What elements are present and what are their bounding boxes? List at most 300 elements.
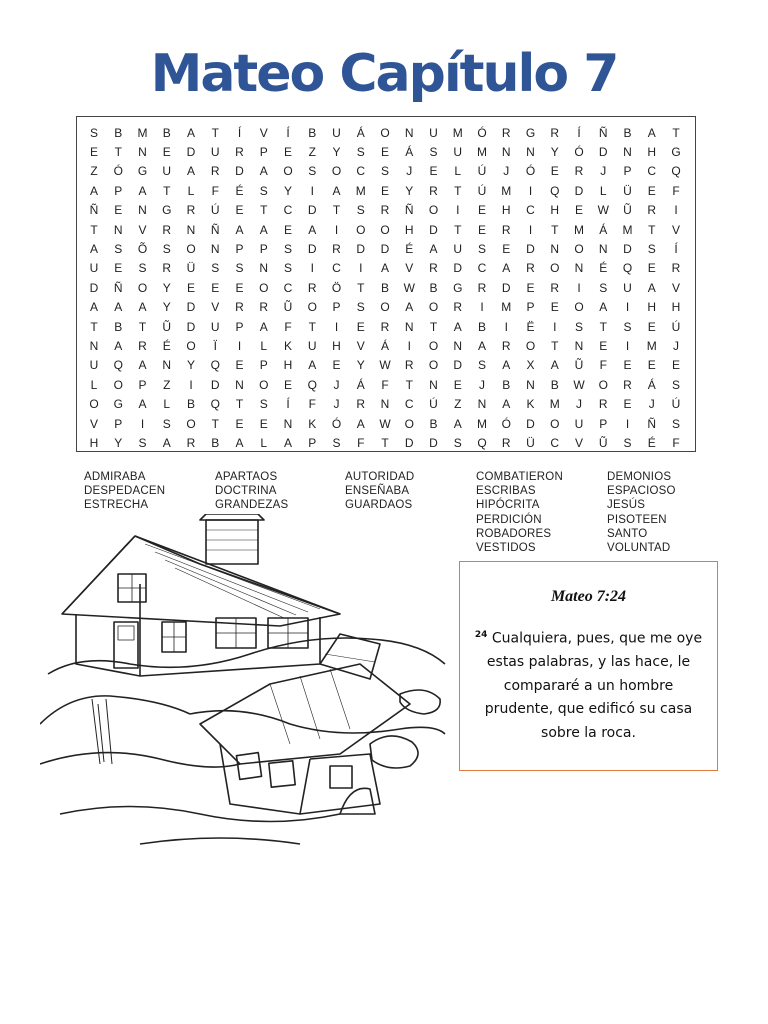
- grid-letter[interactable]: T: [599, 319, 607, 334]
- grid-letter[interactable]: P: [259, 358, 268, 373]
- grid-letter[interactable]: N: [574, 338, 584, 353]
- grid-letter[interactable]: O: [186, 338, 196, 353]
- grid-letter[interactable]: O: [186, 242, 196, 257]
- grid-letter[interactable]: O: [380, 125, 390, 140]
- grid-letter[interactable]: O: [550, 261, 560, 276]
- grid-letter[interactable]: N: [235, 377, 244, 392]
- grid-letter[interactable]: Ñ: [210, 222, 220, 237]
- grid-letter[interactable]: R: [235, 300, 244, 315]
- grid-letter[interactable]: O: [404, 416, 414, 431]
- grid-letter[interactable]: Ó: [113, 164, 123, 179]
- grid-letter[interactable]: C: [332, 261, 341, 276]
- grid-letter[interactable]: B: [623, 125, 632, 140]
- grid-letter[interactable]: S: [380, 164, 389, 179]
- grid-letter[interactable]: E: [89, 145, 98, 160]
- grid-letter[interactable]: R: [598, 397, 608, 412]
- grid-letter[interactable]: R: [162, 261, 172, 276]
- grid-letter[interactable]: K: [308, 416, 317, 431]
- grid-letter[interactable]: S: [259, 397, 268, 412]
- grid-letter[interactable]: S: [235, 261, 244, 276]
- grid-letter[interactable]: S: [356, 145, 365, 160]
- grid-letter[interactable]: C: [477, 261, 487, 276]
- grid-letter[interactable]: J: [576, 397, 582, 412]
- grid-letter[interactable]: O: [428, 300, 439, 315]
- grid-letter[interactable]: A: [502, 397, 511, 412]
- grid-letter[interactable]: C: [283, 203, 293, 218]
- grid-letter[interactable]: N: [623, 145, 632, 160]
- grid-letter[interactable]: E: [186, 280, 195, 295]
- grid-letter[interactable]: E: [623, 397, 632, 412]
- grid-letter[interactable]: N: [550, 242, 560, 257]
- grid-letter[interactable]: M: [549, 397, 560, 412]
- grid-letter[interactable]: G: [671, 145, 681, 160]
- grid-letter[interactable]: E: [623, 358, 632, 373]
- grid-letter[interactable]: I: [237, 338, 242, 353]
- grid-letter[interactable]: C: [356, 164, 366, 179]
- grid-letter[interactable]: P: [259, 242, 268, 257]
- grid-letter[interactable]: A: [259, 222, 268, 237]
- grid-letter[interactable]: G: [137, 164, 148, 179]
- grid-letter[interactable]: E: [429, 164, 438, 179]
- grid-letter[interactable]: P: [332, 300, 341, 315]
- grid-letter[interactable]: D: [574, 183, 584, 198]
- grid-letter[interactable]: D: [89, 280, 99, 295]
- grid-letter[interactable]: A: [332, 183, 341, 198]
- grid-letter[interactable]: S: [453, 435, 462, 450]
- grid-letter[interactable]: N: [477, 397, 487, 412]
- grid-letter[interactable]: R: [501, 125, 511, 140]
- grid-letter[interactable]: A: [453, 319, 462, 334]
- grid-letter[interactable]: P: [235, 319, 244, 334]
- grid-letter[interactable]: R: [162, 222, 172, 237]
- grid-letter[interactable]: É: [162, 338, 171, 353]
- grid-letter[interactable]: A: [138, 300, 147, 315]
- grid-letter[interactable]: B: [211, 435, 220, 450]
- grid-letter[interactable]: A: [89, 300, 98, 315]
- grid-letter[interactable]: Y: [405, 183, 414, 198]
- grid-letter[interactable]: N: [598, 242, 608, 257]
- grid-letter[interactable]: R: [429, 183, 438, 198]
- grid-letter[interactable]: M: [477, 145, 487, 160]
- grid-letter[interactable]: Q: [307, 377, 317, 392]
- grid-letter[interactable]: T: [357, 280, 365, 295]
- grid-letter[interactable]: E: [114, 203, 123, 218]
- grid-letter[interactable]: E: [283, 222, 292, 237]
- grid-letter[interactable]: P: [114, 183, 123, 198]
- grid-letter[interactable]: R: [623, 377, 632, 392]
- grid-letter[interactable]: O: [525, 338, 536, 353]
- grid-letter[interactable]: C: [647, 164, 657, 179]
- grid-letter[interactable]: R: [453, 300, 463, 315]
- grid-letter[interactable]: K: [283, 338, 292, 353]
- grid-letter[interactable]: W: [379, 358, 391, 373]
- grid-letter[interactable]: A: [186, 164, 195, 179]
- grid-letter[interactable]: N: [404, 319, 414, 334]
- grid-letter[interactable]: M: [477, 416, 487, 431]
- grid-letter[interactable]: B: [550, 377, 559, 392]
- grid-letter[interactable]: Ö: [331, 280, 342, 295]
- grid-letter[interactable]: N: [453, 338, 463, 353]
- grid-letter[interactable]: H: [647, 145, 657, 160]
- grid-letter[interactable]: A: [477, 338, 486, 353]
- grid-letter[interactable]: I: [553, 319, 557, 334]
- grid-letter[interactable]: D: [307, 203, 317, 218]
- grid-letter[interactable]: Q: [210, 397, 220, 412]
- grid-letter[interactable]: E: [574, 203, 583, 218]
- grid-letter[interactable]: V: [259, 125, 268, 140]
- grid-letter[interactable]: Ũ: [623, 203, 632, 218]
- grid-letter[interactable]: S: [114, 242, 123, 257]
- grid-letter[interactable]: Í: [286, 397, 290, 412]
- grid-letter[interactable]: V: [211, 300, 220, 315]
- grid-letter[interactable]: T: [429, 319, 438, 334]
- grid-letter[interactable]: Í: [674, 242, 678, 257]
- grid-letter[interactable]: E: [235, 280, 244, 295]
- grid-letter[interactable]: J: [479, 377, 485, 392]
- grid-letter[interactable]: N: [526, 145, 535, 160]
- grid-letter[interactable]: S: [138, 261, 147, 276]
- grid-letter[interactable]: B: [429, 280, 438, 295]
- grid-letter[interactable]: O: [380, 222, 390, 237]
- grid-letter[interactable]: J: [648, 397, 655, 412]
- grid-letter[interactable]: A: [502, 261, 511, 276]
- grid-letter[interactable]: A: [235, 435, 244, 450]
- grid-letter[interactable]: Y: [186, 358, 195, 373]
- grid-letter[interactable]: R: [138, 338, 147, 353]
- grid-letter[interactable]: V: [671, 280, 680, 295]
- grid-letter[interactable]: A: [114, 338, 123, 353]
- grid-letter[interactable]: Y: [550, 145, 559, 160]
- grid-letter[interactable]: R: [526, 261, 535, 276]
- grid-letter[interactable]: R: [210, 164, 220, 179]
- grid-letter[interactable]: R: [501, 222, 511, 237]
- grid-letter[interactable]: S: [477, 358, 486, 373]
- grid-letter[interactable]: O: [259, 280, 269, 295]
- grid-letter[interactable]: M: [452, 125, 463, 140]
- grid-letter[interactable]: J: [333, 377, 340, 392]
- grid-letter[interactable]: N: [138, 203, 147, 218]
- grid-letter[interactable]: R: [501, 338, 511, 353]
- grid-letter[interactable]: P: [235, 242, 244, 257]
- grid-letter[interactable]: E: [380, 145, 389, 160]
- grid-letter[interactable]: J: [673, 338, 679, 353]
- grid-letter[interactable]: D: [210, 377, 220, 392]
- grid-letter[interactable]: N: [380, 397, 390, 412]
- grid-letter[interactable]: O: [428, 203, 439, 218]
- grid-letter[interactable]: Ó: [331, 416, 342, 431]
- grid-letter[interactable]: R: [477, 280, 487, 295]
- grid-letter[interactable]: A: [235, 222, 244, 237]
- grid-letter[interactable]: E: [647, 358, 656, 373]
- grid-letter[interactable]: J: [600, 164, 607, 179]
- grid-letter[interactable]: Ñ: [89, 203, 99, 218]
- grid-letter[interactable]: A: [429, 242, 438, 257]
- grid-letter[interactable]: Y: [162, 300, 171, 315]
- grid-letter[interactable]: Z: [308, 145, 316, 160]
- grid-letter[interactable]: R: [186, 203, 196, 218]
- grid-letter[interactable]: R: [186, 435, 196, 450]
- grid-letter[interactable]: B: [477, 319, 486, 334]
- grid-letter[interactable]: D: [526, 242, 535, 257]
- grid-letter[interactable]: T: [260, 203, 268, 218]
- grid-letter[interactable]: I: [674, 203, 678, 218]
- grid-letter[interactable]: S: [671, 377, 680, 392]
- grid-letter[interactable]: S: [162, 242, 171, 257]
- grid-letter[interactable]: R: [259, 300, 269, 315]
- grid-letter[interactable]: C: [550, 435, 560, 450]
- grid-letter[interactable]: S: [259, 183, 268, 198]
- grid-letter[interactable]: S: [308, 164, 317, 179]
- grid-letter[interactable]: S: [138, 435, 147, 450]
- grid-letter[interactable]: O: [574, 242, 584, 257]
- grid-letter[interactable]: Á: [599, 222, 608, 237]
- grid-letter[interactable]: U: [162, 164, 172, 179]
- grid-letter[interactable]: F: [599, 358, 607, 373]
- grid-letter[interactable]: Õ: [137, 242, 148, 257]
- grid-letter[interactable]: W: [597, 203, 609, 218]
- grid-letter[interactable]: T: [672, 125, 680, 140]
- grid-letter[interactable]: T: [138, 319, 147, 334]
- grid-letter[interactable]: T: [454, 183, 462, 198]
- grid-letter[interactable]: A: [356, 416, 365, 431]
- grid-letter[interactable]: P: [138, 377, 147, 392]
- grid-letter[interactable]: S: [89, 125, 98, 140]
- grid-letter[interactable]: Q: [550, 183, 560, 198]
- grid-letter[interactable]: S: [599, 280, 608, 295]
- grid-letter[interactable]: E: [526, 280, 535, 295]
- grid-letter[interactable]: A: [138, 358, 147, 373]
- grid-letter[interactable]: E: [356, 319, 365, 334]
- grid-letter[interactable]: I: [577, 280, 581, 295]
- grid-letter[interactable]: F: [672, 183, 680, 198]
- grid-letter[interactable]: Ó: [574, 145, 584, 160]
- grid-letter[interactable]: E: [647, 319, 656, 334]
- grid-letter[interactable]: Y: [356, 358, 365, 373]
- grid-letter[interactable]: Ü: [526, 435, 535, 450]
- grid-letter[interactable]: Ũ: [283, 300, 293, 315]
- grid-letter[interactable]: I: [310, 183, 314, 198]
- grid-letter[interactable]: V: [671, 222, 680, 237]
- grid-letter[interactable]: Ñ: [598, 125, 608, 140]
- grid-letter[interactable]: H: [647, 300, 657, 315]
- grid-letter[interactable]: D: [526, 416, 535, 431]
- grid-letter[interactable]: I: [625, 416, 630, 431]
- grid-letter[interactable]: A: [453, 416, 462, 431]
- grid-letter[interactable]: U: [210, 319, 220, 334]
- grid-letter[interactable]: Ó: [477, 125, 487, 140]
- grid-letter[interactable]: S: [211, 261, 220, 276]
- grid-letter[interactable]: O: [307, 300, 317, 315]
- grid-letter[interactable]: N: [138, 145, 147, 160]
- grid-letter[interactable]: A: [89, 242, 98, 257]
- grid-letter[interactable]: Z: [454, 397, 462, 412]
- grid-letter[interactable]: N: [186, 222, 196, 237]
- grid-letter[interactable]: Ñ: [647, 416, 657, 431]
- grid-letter[interactable]: O: [428, 358, 439, 373]
- grid-letter[interactable]: É: [235, 183, 244, 198]
- grid-letter[interactable]: R: [647, 203, 657, 218]
- grid-letter[interactable]: H: [501, 203, 511, 218]
- grid-letter[interactable]: T: [332, 203, 341, 218]
- grid-letter[interactable]: T: [90, 319, 98, 334]
- grid-letter[interactable]: E: [599, 338, 608, 353]
- grid-letter[interactable]: Ï: [213, 338, 217, 353]
- grid-letter[interactable]: D: [453, 358, 463, 373]
- grid-letter[interactable]: A: [647, 125, 656, 140]
- grid-letter[interactable]: E: [259, 416, 268, 431]
- grid-letter[interactable]: S: [671, 416, 680, 431]
- grid-letter[interactable]: H: [550, 203, 560, 218]
- grid-letter[interactable]: Á: [356, 125, 365, 140]
- grid-letter[interactable]: A: [283, 435, 292, 450]
- grid-letter[interactable]: T: [551, 338, 559, 353]
- grid-letter[interactable]: D: [186, 300, 196, 315]
- grid-letter[interactable]: A: [186, 125, 195, 140]
- grid-letter[interactable]: Ú: [477, 164, 487, 179]
- grid-letter[interactable]: B: [429, 416, 438, 431]
- grid-letter[interactable]: E: [114, 261, 123, 276]
- grid-letter[interactable]: U: [332, 125, 341, 140]
- grid-letter[interactable]: E: [162, 145, 171, 160]
- grid-letter[interactable]: W: [573, 377, 585, 392]
- grid-letter[interactable]: B: [186, 397, 195, 412]
- grid-letter[interactable]: A: [308, 358, 317, 373]
- grid-letter[interactable]: Ó: [501, 416, 511, 431]
- grid-letter[interactable]: E: [211, 280, 220, 295]
- grid-letter[interactable]: R: [332, 242, 341, 257]
- grid-letter[interactable]: D: [235, 164, 244, 179]
- grid-letter[interactable]: O: [428, 338, 439, 353]
- grid-letter[interactable]: I: [504, 319, 508, 334]
- grid-letter[interactable]: I: [310, 261, 314, 276]
- grid-letter[interactable]: O: [574, 300, 584, 315]
- grid-letter[interactable]: Ũ: [162, 319, 172, 334]
- grid-letter[interactable]: D: [598, 145, 608, 160]
- grid-letter[interactable]: M: [622, 222, 633, 237]
- grid-letter[interactable]: N: [259, 261, 269, 276]
- grid-letter[interactable]: É: [405, 242, 414, 257]
- grid-letter[interactable]: Ú: [671, 397, 681, 412]
- grid-letter[interactable]: T: [211, 416, 219, 431]
- grid-letter[interactable]: L: [163, 397, 171, 412]
- grid-letter[interactable]: A: [259, 164, 268, 179]
- grid-letter[interactable]: V: [89, 416, 98, 431]
- grid-letter[interactable]: F: [284, 319, 292, 334]
- grid-letter[interactable]: C: [283, 280, 293, 295]
- grid-letter[interactable]: Í: [237, 125, 242, 140]
- grid-letter[interactable]: J: [406, 164, 413, 179]
- grid-letter[interactable]: E: [380, 183, 389, 198]
- grid-letter[interactable]: Ü: [186, 261, 196, 276]
- grid-letter[interactable]: I: [334, 319, 339, 334]
- grid-letter[interactable]: Á: [380, 338, 389, 353]
- grid-letter[interactable]: L: [187, 183, 195, 198]
- grid-letter[interactable]: P: [526, 300, 535, 315]
- grid-letter[interactable]: E: [647, 261, 656, 276]
- grid-letter[interactable]: B: [114, 319, 123, 334]
- grid-letter[interactable]: F: [211, 183, 219, 198]
- grid-letter[interactable]: Z: [90, 164, 98, 179]
- grid-letter[interactable]: Ú: [429, 397, 438, 412]
- grid-letter[interactable]: E: [235, 358, 244, 373]
- grid-letter[interactable]: A: [647, 280, 656, 295]
- grid-letter[interactable]: B: [308, 125, 317, 140]
- grid-letter[interactable]: E: [477, 222, 486, 237]
- grid-letter[interactable]: Í: [286, 125, 290, 140]
- grid-letter[interactable]: O: [550, 416, 560, 431]
- grid-letter[interactable]: D: [501, 280, 511, 295]
- grid-letter[interactable]: D: [429, 435, 438, 450]
- grid-letter[interactable]: F: [672, 435, 680, 450]
- grid-letter[interactable]: E: [477, 203, 486, 218]
- grid-letter[interactable]: U: [574, 416, 584, 431]
- grid-letter[interactable]: É: [599, 261, 608, 276]
- grid-letter[interactable]: F: [308, 397, 316, 412]
- grid-letter[interactable]: I: [625, 300, 630, 315]
- grid-letter[interactable]: Í: [577, 125, 581, 140]
- grid-letter[interactable]: I: [528, 183, 533, 198]
- grid-letter[interactable]: Y: [162, 280, 171, 295]
- grid-letter[interactable]: S: [332, 435, 341, 450]
- grid-letter[interactable]: S: [283, 242, 292, 257]
- grid-letter[interactable]: T: [235, 397, 244, 412]
- grid-letter[interactable]: Z: [163, 377, 171, 392]
- grid-letter[interactable]: Ú: [671, 319, 681, 334]
- grid-letter[interactable]: R: [671, 261, 681, 276]
- grid-letter[interactable]: I: [359, 261, 363, 276]
- grid-letter[interactable]: R: [380, 319, 390, 334]
- grid-letter[interactable]: C: [404, 397, 414, 412]
- grid-letter[interactable]: P: [114, 416, 123, 431]
- grid-letter[interactable]: O: [356, 222, 366, 237]
- grid-letter[interactable]: E: [671, 358, 680, 373]
- grid-letter[interactable]: C: [526, 203, 535, 218]
- grid-letter[interactable]: W: [379, 416, 391, 431]
- grid-letter[interactable]: E: [502, 242, 511, 257]
- grid-letter[interactable]: Ú: [477, 183, 487, 198]
- grid-letter[interactable]: O: [186, 416, 196, 431]
- grid-letter[interactable]: N: [574, 261, 584, 276]
- grid-letter[interactable]: L: [260, 338, 268, 353]
- grid-letter[interactable]: L: [599, 183, 607, 198]
- grid-letter[interactable]: G: [113, 397, 123, 412]
- grid-letter[interactable]: S: [623, 435, 632, 450]
- grid-letter[interactable]: A: [114, 300, 123, 315]
- grid-letter[interactable]: S: [574, 319, 583, 334]
- grid-letter[interactable]: U: [210, 145, 220, 160]
- grid-letter[interactable]: A: [138, 397, 147, 412]
- grid-letter[interactable]: V: [574, 435, 583, 450]
- grid-letter[interactable]: Á: [647, 377, 656, 392]
- grid-letter[interactable]: D: [404, 435, 414, 450]
- grid-letter[interactable]: R: [550, 280, 560, 295]
- grid-letter[interactable]: A: [259, 319, 268, 334]
- grid-letter[interactable]: V: [405, 261, 414, 276]
- grid-letter[interactable]: Ũ: [598, 435, 608, 450]
- grid-letter[interactable]: T: [648, 222, 656, 237]
- grid-letter[interactable]: Q: [671, 164, 681, 179]
- grid-letter[interactable]: B: [114, 125, 123, 140]
- grid-letter[interactable]: I: [407, 338, 411, 353]
- grid-letter[interactable]: T: [551, 222, 559, 237]
- grid-letter[interactable]: Q: [622, 261, 633, 276]
- grid-letter[interactable]: O: [137, 280, 148, 295]
- grid-letter[interactable]: S: [162, 416, 171, 431]
- grid-letter[interactable]: F: [381, 377, 389, 392]
- grid-letter[interactable]: N: [501, 145, 511, 160]
- grid-letter[interactable]: T: [114, 145, 122, 160]
- grid-letter[interactable]: S: [283, 261, 292, 276]
